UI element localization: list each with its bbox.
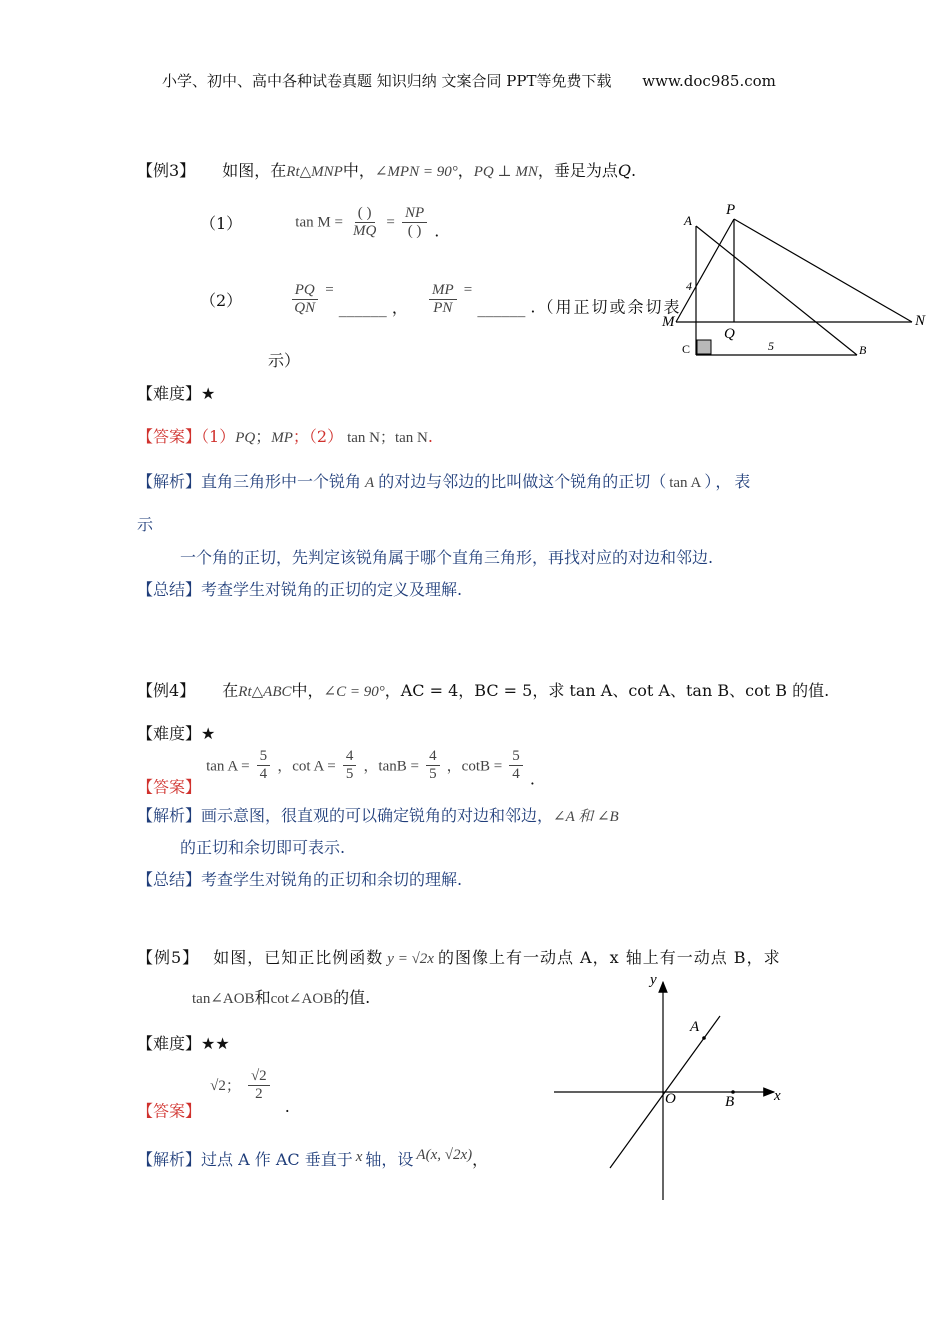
ex4-ans1-frac: [257, 748, 271, 784]
ex5-analysis: [137, 1147, 488, 1170]
ex4-ans3-n: 4: [426, 748, 440, 766]
ex4-ans3-frac: [426, 748, 440, 784]
ex3-summary: [137, 577, 462, 600]
label-len4: 4: [686, 279, 692, 293]
ex3-q1-lhs: tan M =: [295, 214, 343, 231]
ex3-analysis-wrap: 示: [137, 515, 154, 534]
label-q: Q: [724, 326, 735, 342]
ex3-q2-qn: QN: [294, 300, 316, 317]
ex3-q1-frac2: [402, 205, 427, 241]
ex3-q1: [200, 205, 439, 241]
ex4-intro: 在: [222, 681, 239, 700]
ex3-triangle: Rt△MNP: [286, 164, 343, 180]
ex4-ans4-n: 5: [509, 748, 523, 766]
ex4-angle: ∠C = 90°: [323, 684, 385, 700]
ex4-analysis: [137, 803, 619, 826]
label-x: x: [774, 1088, 781, 1104]
ex3-q2-note: .（用正切或余切表: [530, 297, 682, 317]
ex3-difficulty: [137, 381, 215, 404]
ex3-summary-text: 考查学生对锐角的正切的定义及理解.: [201, 580, 463, 599]
ex4-summary: [137, 867, 462, 890]
ex5-and: 和: [254, 988, 271, 1007]
label-n: N: [915, 313, 926, 329]
right-angle-mark: [697, 340, 711, 354]
ex4-ans2-n: 4: [343, 748, 357, 766]
ex3-q1-frac1: [350, 205, 379, 241]
header-url: www.doc985.com: [642, 72, 776, 90]
ex3-perp: PQ ⊥ MN: [473, 164, 538, 180]
ex4-ans4-lhs: ，cotB =: [446, 758, 503, 775]
ex3-q2-sep: ，: [391, 297, 408, 317]
ex4-rest: ，AC = 4，BC = 5，求 tan A、cot A、tan B、cot B 的值.: [384, 681, 830, 700]
page-header: [162, 70, 776, 91]
ex3-answer-2: ；（2）: [292, 427, 344, 446]
ex4-ans-end: .: [529, 769, 535, 789]
ex3-figure: [660, 198, 940, 360]
ex3-answer-pq: PQ: [235, 430, 256, 446]
label-b: B: [859, 343, 867, 357]
ex4-ans2-d: 5: [345, 766, 354, 783]
ex3-q2-blank1: ______: [338, 298, 387, 318]
line-ab: [696, 226, 857, 355]
ex4-ans1-d: 4: [259, 766, 268, 783]
ex4-statement: [137, 678, 829, 701]
label-a: A: [690, 1019, 700, 1035]
ex3-mid: 中，: [342, 161, 375, 180]
ex5-ans-end: .: [284, 1097, 290, 1117]
ex4-summary-label: 【总结】: [137, 870, 202, 889]
ex4-summary-text: 考查学生对锐角的正切和余切的理解.: [201, 870, 463, 889]
ex5-ans-frac: [248, 1068, 270, 1104]
ex3-q1-eq: =: [386, 214, 395, 231]
ex3-statement: [137, 158, 636, 181]
ex5-difficulty-label: 【难度】: [137, 1034, 202, 1053]
ex3-analysis: [137, 469, 753, 492]
ex5-difficulty-stars: ★★: [201, 1034, 230, 1053]
ex3-point-q: Q: [617, 161, 631, 180]
ex3-analysis-3: ），表: [704, 472, 754, 491]
ex3-q2-pq: PQ: [292, 282, 318, 300]
label-m: M: [662, 314, 675, 330]
ex3-q2-eq1: =: [325, 282, 334, 298]
ex3-answer-tan: tan N；tan N: [347, 430, 428, 446]
ex3-q2: [200, 282, 682, 318]
ex5-analysis-pt: A(x, √2x): [416, 1147, 473, 1163]
label-a: A: [684, 213, 692, 228]
ex5-answer-label: 【答案】: [137, 1101, 202, 1121]
ex5-analysis-end: ，: [472, 1150, 489, 1169]
ex4-ans2-frac: [343, 748, 357, 784]
ex4-ans4-frac: [509, 748, 523, 784]
ex4-ans4-d: 4: [512, 766, 520, 783]
ex5-answer: [137, 1068, 290, 1121]
ex5-analysis-x: x: [355, 1149, 363, 1165]
label-len5: 5: [768, 339, 774, 353]
header-text: 小学、初中、高中各种试卷真题 知识归纳 文案合同 PPT等免费下载: [162, 72, 612, 90]
ex5-analysis-label: 【解析】: [137, 1150, 202, 1169]
ex4-ans1-lhs: tan A =: [206, 758, 250, 775]
ex3-comma: ，: [457, 161, 474, 180]
ex4-analysis-line2: 的正切和余切即可表示.: [180, 838, 346, 857]
ex4-answer: [137, 748, 535, 797]
ex5-mid: 的图像上有一动点 A，x 轴上有一动点 B，求: [437, 948, 781, 967]
ex3-analysis-tan: tan A: [669, 475, 702, 491]
ex4-difficulty: [137, 721, 215, 744]
ex3-q1-den: MQ: [353, 223, 377, 240]
ex5-intro: 如图，已知正比例函数: [213, 948, 384, 967]
ex5-func: y = √2x: [387, 951, 434, 967]
ex3-analysis-label: 【解析】: [137, 472, 202, 491]
ex4-ans1-n: 5: [257, 748, 271, 766]
ex3-period: .: [630, 161, 637, 180]
ex3-answer-sep: ；: [255, 427, 272, 446]
ex5-figure: [548, 966, 798, 1206]
ex3-analysis-1: 直角三角形中一个锐角: [201, 472, 362, 491]
ex3-tail: ，垂足为点: [537, 161, 618, 180]
ex3-difficulty-stars: ★: [201, 384, 216, 403]
ex5-ans-n: √2: [248, 1068, 270, 1086]
ex4-answer-label: 【答案】: [137, 777, 202, 797]
ex5-analysis-2: 轴，设: [365, 1150, 414, 1169]
ex5-ans-a: √2: [210, 1078, 226, 1095]
ex3-q1-blank2: ( ): [407, 223, 422, 240]
ex5-tan: tan∠AOB: [192, 991, 255, 1007]
ex4-triangle: Rt△ABC: [238, 684, 292, 700]
ex4-tag: 【例4】: [137, 681, 196, 700]
label-o: O: [665, 1091, 676, 1107]
ex5-ans-sep: ；: [225, 1078, 241, 1095]
ex3-answer: [137, 424, 433, 447]
ex5-tag: 【例5】: [137, 948, 200, 967]
ex4-difficulty-label: 【难度】: [137, 724, 202, 743]
ex3-q2-blank2: ______: [477, 298, 526, 318]
ex3-analysis-line2: 一个角的正切，先判定该锐角属于哪个直角三角形，再找对应的对边和邻边.: [180, 548, 714, 567]
ex3-intro: 如图，在: [222, 161, 287, 180]
ex3-analysis-2: 的对边与邻边的比叫做这个锐角的正切（: [378, 472, 667, 491]
ex3-q1-blank: ( ): [355, 205, 375, 223]
ex4-analysis-1: 画示意图，很直观的可以确定锐角的对边和邻边，: [201, 806, 554, 825]
ex3-q2-frac1: [291, 282, 318, 318]
line-mp: [676, 219, 734, 322]
ex5-cot: cot∠AOB: [270, 991, 334, 1007]
ex5-ans-d: 2: [255, 1086, 263, 1103]
ex4-mid: 中，: [291, 681, 324, 700]
ex3-summary-label: 【总结】: [137, 580, 202, 599]
ex3-answer-mp: MP: [271, 430, 293, 446]
ex4-ans3-d: 5: [429, 766, 437, 783]
ex5-analysis-1: 过点 A 作 AC 垂直于: [201, 1150, 353, 1169]
ex4-analysis-label: 【解析】: [137, 806, 202, 825]
label-b: B: [725, 1094, 735, 1110]
ex3-q2-frac2: [429, 282, 457, 318]
label-y: y: [650, 972, 657, 988]
ex3-q1-num: （1）: [200, 214, 243, 234]
ex3-tag: 【例3】: [137, 161, 196, 180]
ex3-q2-pn: PN: [433, 300, 453, 317]
ex4-difficulty-stars: ★: [201, 724, 216, 743]
ex5-difficulty: [137, 1031, 230, 1054]
ex5-tail: 的值.: [333, 988, 371, 1007]
ex3-q2-num: （2）: [200, 291, 243, 311]
ex4-analysis-angles: ∠A 和 ∠B: [553, 809, 619, 825]
ex3-q2-note2: 示）: [268, 351, 301, 370]
ex3-q2-mp: MP: [429, 282, 457, 300]
ex3-q1-end: .: [434, 221, 440, 241]
ex3-angle: ∠MPN = 90°: [374, 164, 458, 180]
ex3-difficulty-label: 【难度】: [137, 384, 202, 403]
ex3-answer-1: （1）: [201, 427, 236, 446]
point-a: [702, 1036, 706, 1040]
line-pn: [734, 219, 912, 322]
ex3-answer-end: .: [427, 427, 433, 446]
ex3-q1-np: NP: [402, 205, 427, 223]
ex5-statement: [137, 945, 781, 968]
label-c: C: [682, 342, 691, 356]
ex4-ans3-lhs: ，tanB =: [363, 758, 419, 775]
label-p: P: [726, 202, 736, 218]
ex4-ans2-lhs: ，cot A =: [277, 758, 336, 775]
ex3-answer-label: 【答案】: [137, 427, 202, 446]
ex5-statement-line2: [192, 985, 370, 1008]
ex3-analysis-a: A: [365, 475, 375, 491]
ex3-q2-eq2: =: [463, 282, 473, 298]
